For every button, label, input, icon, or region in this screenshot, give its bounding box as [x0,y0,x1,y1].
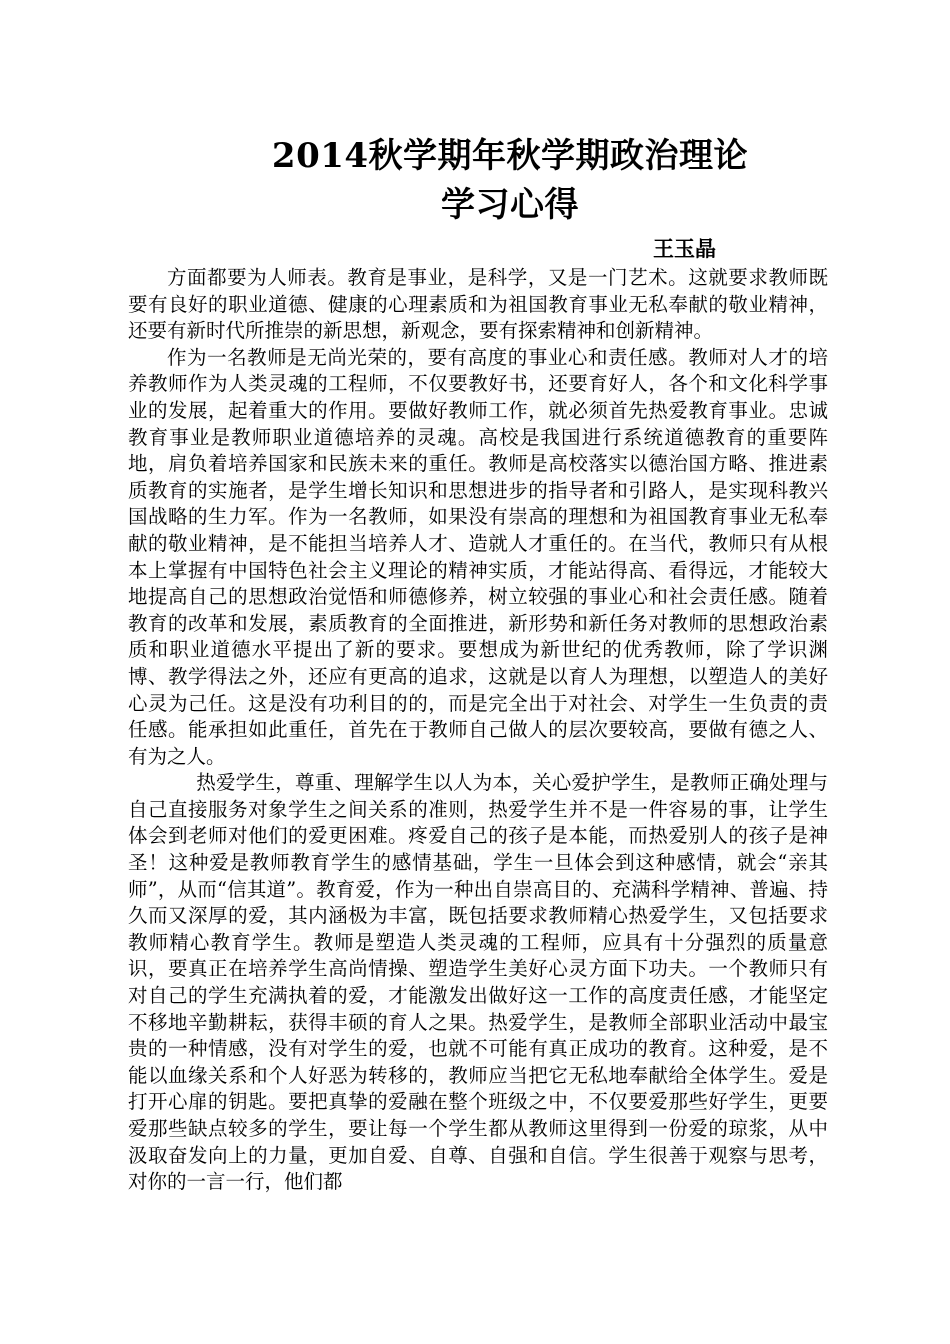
author-name: 王玉晶 [653,236,716,261]
paragraph-2: 作为一名教师是无尚光荣的，要有高度的事业心和责任感。教师对人才的培养教师作为人类灵魂的工程师，不仅要教好书，还要育好人，各个和文化科学事业的发展，起着重大的作用。要做好教师工作，就必须首先热爱教育事业。忠诚教育事业是教师职业道德培养的灵魂。高校是我国进行系统道德教育的重要阵地，肩负着培养国家和民族未来的重任。教师是高校落实以德治国方略、推进素质教育的实施者，是学生增长知识和思想进步的指导者和引路人，是实现科教兴国战略的生力军。作为一名教师，如果没有崇高的理想和为祖国教育事业无私奉献的敬业精神，是不能担当培养人才、造就人才重任的。在当代，教师只有从根本上掌握有中国特色社会主义理论的精神实质，才能站得高、看得远，才能较大地提高自己的思想政治觉悟和师德修养，树立较强的事业心和社会责任感。随着教育的改革和发展，素质教育的全面推进，新形势和新任务对教师的思想政治素质和职业道德水平提出了新的要求。要想成为新世纪的优秀教师，除了学识渊博、教学得法之外，还应有更高的追求，这就是以育人为理想，以塑造人的美好心灵为己任。这是没有功利目的的，而是完全出于对社会、对学生一生负责的责任感。能承担如此重任，首先在于教师自己做人的层次要较高，要做有德之人、有为之人。 [128,345,828,768]
document-title-line-1: 2014秋学期年秋学期政治理论 [271,136,749,176]
document-title-line-2: 学习心得 [441,185,579,225]
document-body [128,265,828,1196]
paragraph-1: 方面都要为人师表。教育是事业，是科学，又是一门艺术。这就要求教师既要有良好的职业道德、健康的心理素质和为祖国教育事业无私奉献的敬业精神，还要有新时代所推崇的新思想，新观念，要有探索精神和创新精神。 [128,266,828,343]
paragraph-3: 热爱学生，尊重、理解学生以人为本，关心爱护学生，是教师正确处理与自己直接服务对象学生之间关系的准则，热爱学生并不是一件容易的事，让学生体会到老师对他们的爱更困难。疼爱自己的孩子是本能，而热爱别人的孩子是神圣！这种爱是教师教育学生的感情基础，学生一旦体会到这种感情，就会“亲其师”，从而“信其道”。教育爱，作为一种出自崇高目的、充满科学精神、普遍、持久而又深厚的爱，其内涵极为丰富，既包括要求教师精心热爱学生，又包括要求教师精心教育学生。教师是塑造人类灵魂的工程师，应具有十分强烈的质量意识，要真正在培养学生高尚情操、塑造学生美好心灵方面下功夫。一个教师只有对自己的学生充满执着的爱，才能激发出做好这一工作的高度责任感，才能坚定不移地辛勤耕耘，获得丰硕的育人之果。热爱学生，是教师全部职业活动中最宝贵的一种情感，没有对学生的爱，也就不可能有真正成功的教育。这种爱，是不能以血缘关系和个人好恶为转移的，教师应当把它无私地奉献给全体学生。爱是打开心扉的钥匙。要把真挚的爱融在整个班级之中，不仅要爱那些好学生，更要爱那些缺点较多的学生，要让每一个学生都从教师这里得到一份爱的琼浆，从中汲取奋发向上的力量，更加自爱、自尊、自强和自信。学生很善于观察与思考，对你的一言一行，他们都 [128,771,828,1194]
